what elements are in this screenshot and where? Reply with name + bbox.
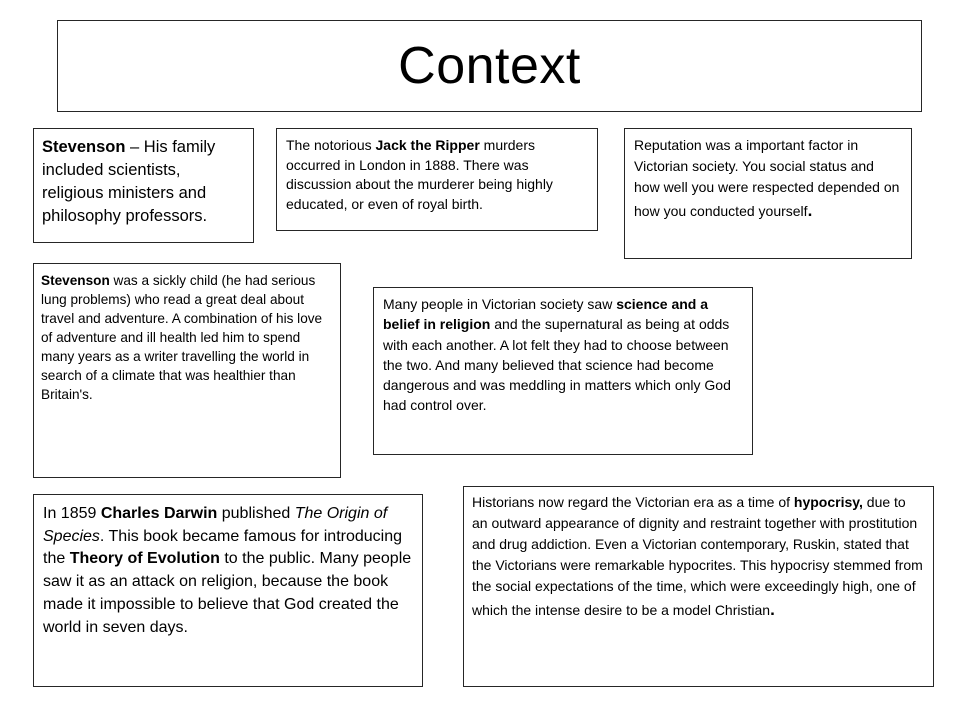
- body-text: murders occurred in London in 1888. There was discussion about the murderer being highly educated, or even of royal birth.: [286, 137, 553, 212]
- darwin-box: [33, 494, 423, 687]
- science-religion-box: [373, 287, 753, 455]
- reputation-box: [624, 128, 912, 259]
- bold-text: Charles Darwin: [100, 505, 218, 522]
- body-text: – His family included scientists, religious ministers and philosophy professors.: [42, 138, 216, 226]
- body-text: due to an outward appearance of dignity and restraint together with prostitution and drug addiction. Even a Victorian contemporary, Ruskin, stated that the Victorians were remarkable hypocrites. This hypocrisy stemmed from the social expectations of the time, which were exceedingly high, one of which the intense desire to be a model Christian: [472, 494, 923, 618]
- body-text: Reputation was a important factor in Victorian society. You social status and how well you were respected depended on how you conducted yourself: [634, 137, 900, 219]
- italic-text: The Origin of Species: [43, 505, 388, 545]
- body-text: . This book became famous for introducing the: [43, 527, 403, 568]
- body-text: was a sickly child (he had serious lung problems) who read a great deal about travel and adventure. A combination of his love of adventure and ill health led him to spend many years as a writer travelling the world in search of a climate that was healthier than Britain's.: [41, 273, 323, 403]
- end-punctuation: .: [770, 600, 775, 619]
- bold-text: science and a belief in religion: [383, 296, 709, 333]
- end-punctuation: .: [807, 201, 813, 220]
- bold-text: Jack the Ripper: [375, 137, 480, 153]
- body-text: and the supernatural as being at odds with each another. A lot felt they had to choose between the two. And many believed that science had become dangerous and was meddling in matters which only God had control over.: [383, 316, 731, 414]
- stevenson-family-box: [33, 128, 254, 243]
- hypocrisy-box: [463, 486, 934, 687]
- body-text: to the public. Many people saw it as an attack on religion, because the book made it impossible to believe that God created the world in seven days.: [43, 550, 412, 636]
- bold-text: Stevenson: [42, 138, 126, 156]
- slide-title: Context: [398, 36, 581, 95]
- bold-text: Theory of Evolution: [69, 550, 220, 568]
- body-text: published: [217, 505, 295, 522]
- bold-text: Stevenson: [41, 273, 110, 288]
- body-text: Many people in Victorian society saw: [383, 296, 617, 312]
- body-text: The notorious: [286, 137, 376, 153]
- body-text: In 1859: [43, 505, 101, 522]
- bold-text: hypocrisy,: [793, 494, 863, 510]
- body-text: Historians now regard the Victorian era as a time of: [472, 494, 794, 510]
- title-box: [57, 20, 922, 112]
- jack-the-ripper-box: [276, 128, 598, 231]
- stevenson-childhood-box: [33, 263, 341, 478]
